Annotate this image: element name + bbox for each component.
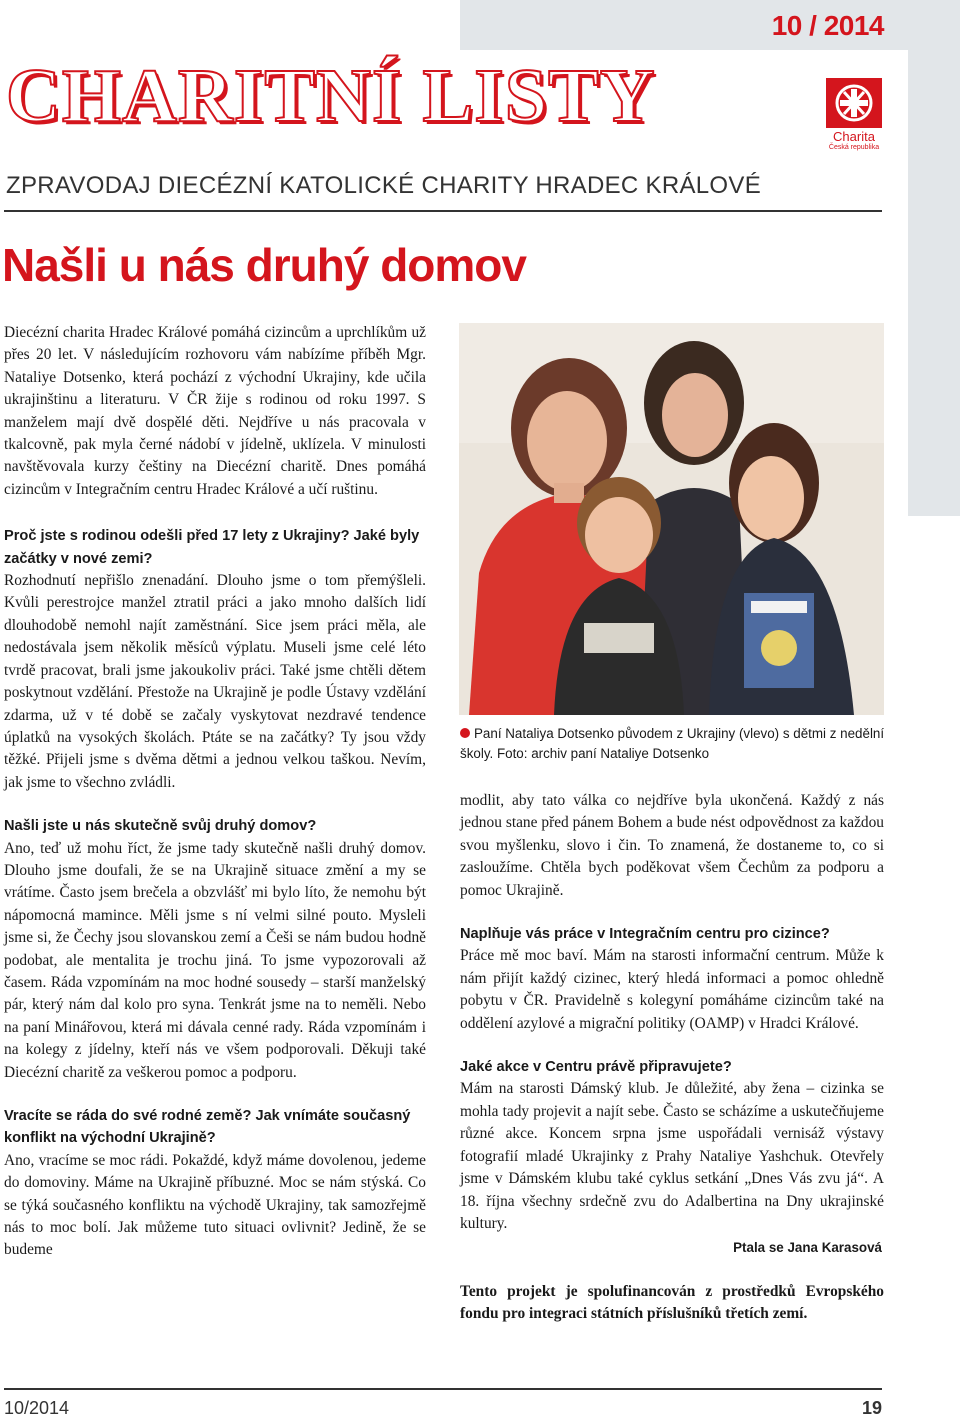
issue-header-box xyxy=(460,0,960,50)
footer-rule xyxy=(4,1388,882,1390)
answer-2: Ano, teď už mohu říct, že jsme tady skutečně našli druhý domov. Dlouho jsme doufali, že se na Ukrajině situace změní a my se vrátíme. Často jsem brečela a obzvlášť mi bylo líto, že nemohu být nápomocná mamince. Měli jsme s ní velmi silné pouto. Mysleli jsme si, že Čechy jsou slovanskou zemí a Češi se nám budou hodně podobat, ale mentalita je trochu jiná. To jsme vypozorovali až časem. Ráda vzpomínám na moc hodné sousedy – starší manželský pár, který nám dal kolo pro syna. Tenkrát jsme na to neměli. Nebo na paní Minářovou, která mi dávala cenné rady. Ráda vzpomínám i na kolegy z jídelny, kteří nás ve všem podporovali. Děkuji také Diecézní charitě za veškerou pomoc a podporu. xyxy=(4,839,426,1081)
question-3: Vracíte se ráda do své rodné země? Jak vnímáte současný konflikt na východní Ukrajině? xyxy=(4,1108,411,1147)
logo-subtitle: Česká republika xyxy=(828,144,880,151)
caption-bullet-icon xyxy=(460,728,470,738)
page-number: 19 xyxy=(862,1398,883,1418)
header-rule xyxy=(4,210,882,212)
logo-name: Charita xyxy=(833,129,875,144)
question-5: Jaké akce v Centru právě připravujete? xyxy=(460,1059,732,1076)
answer-5: Mám na starosti Dámský klub. Je důležité, aby žena – cizinka se mohla tady projevit a najít sebe. Často se scházíme a uskutečňujeme různé akce. Koncem srpna jsme uspořádali vernisáž výstavy fotografií mladé Ukrajinky z Prahy Nataliye Yashchuk. Otevřely jsme v Dámském klubu také cyklus setkání „Dnes Vás zvu já“. A 18. října všechny srdečně zvu do Adalbertina na Dny ukrajinské kultury. xyxy=(460,1080,884,1232)
question-1: Proč jste s rodinou odešli před 17 lety z Ukrajiny? Jaké byly začátky v nové zemi? xyxy=(4,528,420,567)
issue-number: 10 / 2014 xyxy=(771,10,884,41)
masthead-title: CHARITNÍ LISTY xyxy=(6,54,656,138)
charita-logo xyxy=(826,78,882,152)
author-credit: Ptala se Jana Karasová xyxy=(733,1240,882,1256)
left-column xyxy=(4,322,426,1262)
charita-cross-icon xyxy=(826,78,882,128)
answer-1: Rozhodnutí nepřišlo znenadání. Dlouho jsme o tom přemýšleli. Kvůli perestrojce manžel ztratil práci a jako mnoho dalších lidí dlouhodobě nemohl najít zaměstnání. Sice jsem práci měla, ale nedostávala jsem několik měsíců výplatu. Museli jsme celé léto tvrdě pracovat, brali jsme jakoukoliv práci. Také jsme chtěli dětem poskytnout vzdělání. Přestože na Ukrajině je podle Ústavy vzdělání zdarma, už v té době se začaly vyskytovat nezdravé tendence úplatků na vysokých školách. Ptáte se na začátky? Ty jsou vždy těžké. Přijeli jsme s dvěma dětmi a jednou velkou taškou. Nevím, jak jsme to všechno zvládli. xyxy=(4,572,426,791)
right-column xyxy=(460,790,884,1326)
article-headline: Našli u nás druhý domov xyxy=(2,239,526,291)
funding-note: Tento projekt je spolufinancován z prostředků Evropského fondu pro integraci státních příslušníků třetích zemí. xyxy=(460,1282,884,1323)
footer-issue: 10/2014 xyxy=(4,1398,70,1418)
answer-3-continued: modlit, aby tato válka co nejdříve byla ukončená. Každý z nás jednou stane před pánem Bohem a bude nést odpovědnost za každou svou myšlenku, slovo i čin. To znamená, že dostaneme to, co si zasloužíme. Chtěla bych poděkovat všem Čechům za podporu a pomoc Ukrajině. xyxy=(460,792,884,899)
masthead-subtitle: ZPRAVODAJ DIECÉZNÍ KATOLICKÉ CHARITY HRADEC KRÁLOVÉ xyxy=(6,172,762,199)
answer-4: Práce mě moc baví. Mám na starosti informační centrum. Může k nám přijít každý cizinec, který hledá informaci a pomoc ohledně pobytu v ČR. Pravidelně s kolegyní pomáháme cizincům také na oddělení azylové a migrační politiky (OAMP) v Hradci Králové. xyxy=(460,947,884,1032)
intro-paragraph: Diecézní charita Hradec Králové pomáhá cizincům a uprchlíkům už přes 20 let. V následujícím rozhovoru vám nabízíme příběh Mgr. Nataliye Dotsenko, která pochází z východní Ukrajiny, kde učila ukrajinštinu a literaturu. V ČR žije s rodinou od roku 1997. S manželem mají dvě dospělé děti. Nejdříve u nás pracovala v tkalcovně, pak myla černé nádobí v jídelně, uklízela. V minulosti navštěvovala kurzy češtiny na Diecézní charitě. Dnes pomáhá cizincům v Integračním centru Hradec Králové a učí ruštinu. xyxy=(4,324,426,498)
photo-caption xyxy=(460,724,888,764)
side-band xyxy=(908,48,960,516)
caption-text: Paní Nataliya Dotsenko původem z Ukrajiny (vlevo) s dětmi z nedělní školy. Foto: archiv paní Nataliye Dotsenko xyxy=(460,726,885,761)
article-photo xyxy=(459,323,884,715)
answer-3: Ano, vracíme se moc rádi. Pokaždé, když máme dovolenou, jedeme do domoviny. Máme na Ukrajině příbuzné. Moc se nám stýská. Co se týká současného konfliktu na východě Ukrajiny, tak samozřejmě nás to moc bolí. Jak můžeme tuto situaci ovlivnit? Jedině, že se budeme xyxy=(4,1151,426,1259)
question-2: Našli jste u nás skutečně svůj druhý domov? xyxy=(4,818,317,835)
question-4: Naplňuje vás práce v Integračním centru pro cizince? xyxy=(460,926,830,943)
